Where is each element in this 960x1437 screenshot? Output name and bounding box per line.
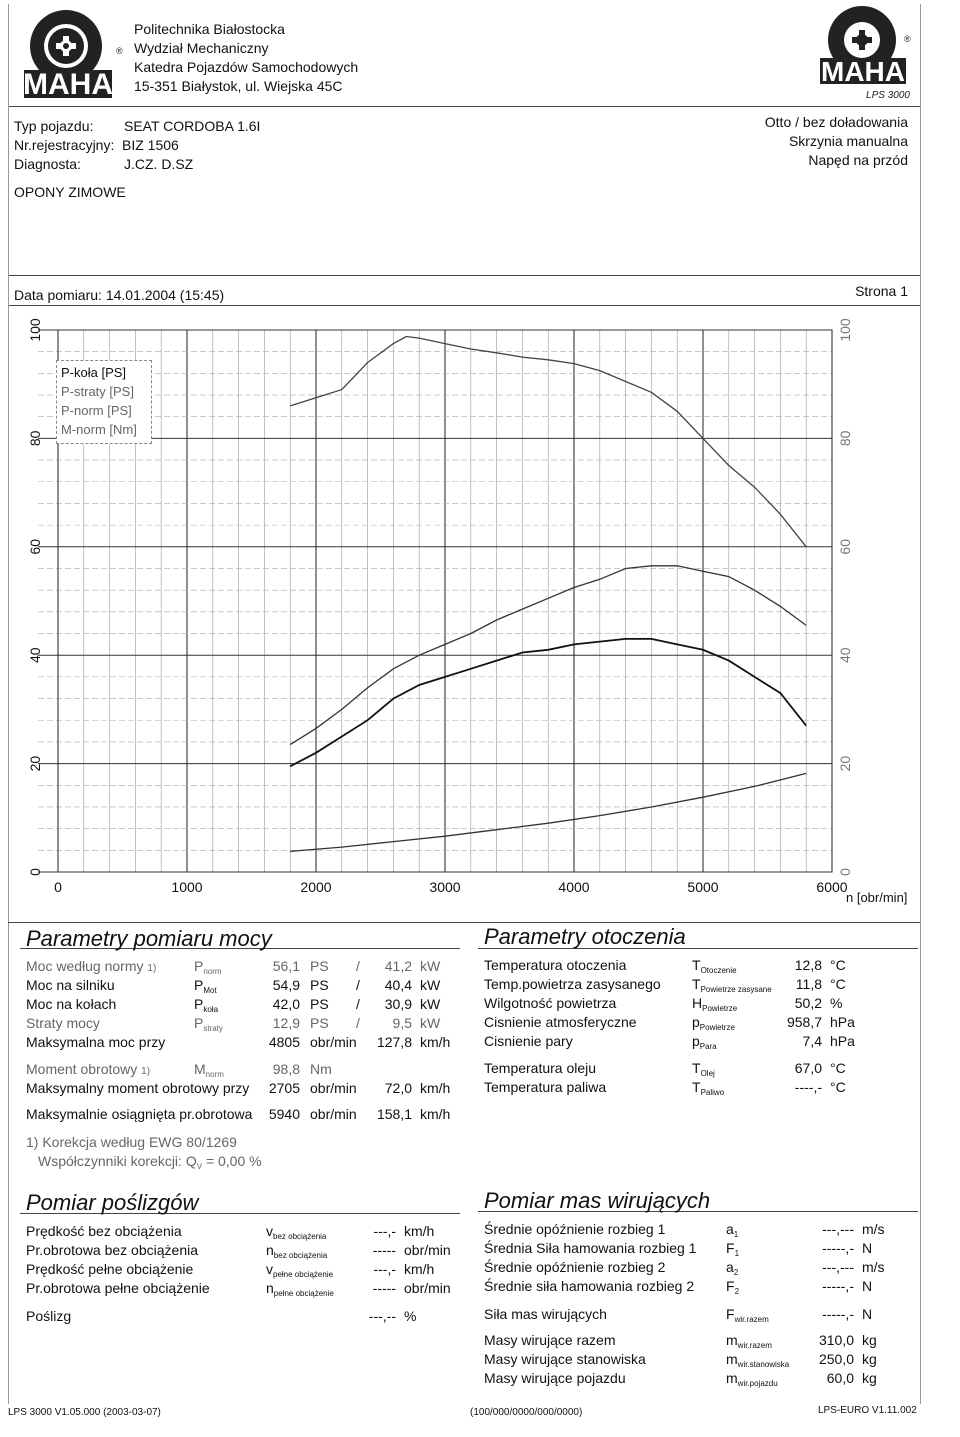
y-tick-label-right: 100	[837, 318, 853, 342]
slip-row-label: Pr.obrotowa bez obciążenia	[26, 1242, 198, 1258]
x-tick-label: 6000	[816, 879, 848, 895]
power-row-kw-unit: kW	[420, 996, 441, 1012]
max-torque-speed: 72,0	[384, 1080, 412, 1096]
environment-row-symbol: $p_{Powietrze}$	[692, 1014, 735, 1032]
slip-row-label: Prędkość pełne obciążenie	[26, 1261, 194, 1277]
max-rpm-value: 5940	[268, 1106, 300, 1122]
environment-row-value: 11,8	[795, 976, 822, 992]
slip-value: ---,--	[368, 1308, 396, 1324]
svg-text:®: ®	[904, 34, 911, 44]
y-tick-label-left: 40	[27, 647, 43, 663]
y-tick-label-left: 80	[27, 430, 43, 447]
environment-row-value: ----,-	[794, 1079, 822, 1095]
mass-row-symbol: $m_{wir.pojazdu}$	[726, 1370, 778, 1388]
power-row-label: Straty mocy	[26, 1015, 100, 1031]
footnote-coefficients: Współczynniki korekcji: $Q_V = 0,00$ %	[38, 1153, 262, 1171]
mass-row-label: Średnia Siła hamowania rozbieg 1	[484, 1240, 697, 1256]
svg-text:MAHA: MAHA	[23, 68, 113, 101]
slip-label: Poślizg	[26, 1308, 72, 1324]
environment-row-symbol: $H_{Powietrze}$	[692, 995, 738, 1013]
max-rpm-speed: 158,1	[376, 1106, 412, 1122]
mass-row-unit: kg	[862, 1332, 877, 1348]
environment-row-symbol: $T_{Olej}$	[692, 1060, 715, 1078]
x-tick-label: 3000	[429, 879, 461, 895]
power-row-symbol: $P_{Mot}$	[194, 977, 217, 995]
power-section-title: Parametry pomiaru mocy	[26, 926, 272, 951]
environment-row-symbol: $p_{Para}$	[692, 1033, 717, 1051]
max-torque-rpm-unit: obr/min	[310, 1080, 357, 1096]
power-row-ps-unit: PS	[310, 996, 329, 1012]
page-number: Strona 1	[855, 283, 908, 299]
y-tick-label-right: 60	[837, 539, 853, 555]
environment-row-value: 67,0	[794, 1060, 822, 1076]
mass-row-unit: kg	[862, 1370, 877, 1386]
x-tick-label: 0	[54, 879, 62, 895]
power-row-label: Moc według normy 1)	[26, 958, 157, 974]
chart-legend	[56, 360, 152, 444]
environment-row-label: Cisnienie pary	[484, 1033, 573, 1049]
vehicle-note: OPONY ZIMOWE	[14, 184, 126, 200]
legend-item: P-koła [PS]	[61, 365, 127, 380]
slip-row-symbol: $v_{bez obciążenia}$	[266, 1223, 327, 1241]
power-row-separator: /	[356, 1015, 360, 1031]
environment-section-title: Parametry otoczenia	[484, 924, 686, 949]
mass-row-unit: N	[862, 1240, 873, 1256]
max-rpm-speed-unit: km/h	[420, 1106, 451, 1122]
y-tick-label-left: 20	[27, 755, 43, 772]
power-row-symbol: $P_{norm}$	[194, 958, 222, 976]
y-tick-label-right: 40	[837, 647, 853, 663]
max-power-speed-unit: km/h	[420, 1034, 451, 1050]
mass-row-label: Średnie opóźnienie rozbieg 1	[484, 1221, 666, 1237]
max-power-speed: 127,8	[376, 1034, 412, 1050]
power-row-separator: /	[356, 958, 360, 974]
torque-unit: Nm	[310, 1061, 332, 1077]
mass-row-value: 310,0	[818, 1332, 854, 1348]
measurement-date: Data pomiaru: 14.01.2004 (15:45)	[14, 287, 225, 303]
x-tick-label: 2000	[300, 879, 332, 895]
mass-row-label: Masy wirujące razem	[484, 1332, 616, 1348]
environment-row-unit: °C	[830, 976, 846, 992]
vehicle-reg-value: BIZ 1506	[122, 137, 179, 153]
mass-row-symbol: $m_{wir.stanowiska}$	[726, 1351, 790, 1369]
institution-line: Politechnika Białostocka	[134, 21, 285, 37]
mass-row-value: ---,---	[822, 1259, 854, 1275]
rotating-force-value: -----,-	[822, 1306, 854, 1322]
power-row-kw-unit: kW	[420, 1015, 441, 1031]
slip-row-symbol: $v_{pełne obciążenie}$	[266, 1261, 334, 1279]
slip-row-unit: obr/min	[404, 1242, 451, 1258]
max-rpm-label: Maksymalnie osiągnięta pr.obrotowa	[26, 1106, 253, 1122]
max-torque-speed-unit: km/h	[420, 1080, 451, 1096]
mass-section-title: Pomiar mas wirujących	[484, 1188, 711, 1213]
mass-row-label: Masy wirujące pojazdu	[484, 1370, 626, 1386]
power-row-ps-unit: PS	[310, 977, 329, 993]
power-row-kw: 40,4	[384, 977, 412, 993]
environment-row-unit: %	[830, 995, 843, 1011]
environment-row-unit: hPa	[830, 1014, 855, 1030]
mass-row-value: -----,-	[822, 1240, 854, 1256]
mass-row-symbol: $a_1$	[726, 1221, 739, 1239]
svg-text:MAHA: MAHA	[821, 56, 905, 87]
environment-row-value: 958,7	[786, 1014, 822, 1030]
environment-row-symbol: $T_{Paliwo}$	[692, 1079, 725, 1097]
environment-row-unit: °C	[830, 957, 846, 973]
footnote-correction: 1) Korekcja według EWG 80/1269	[26, 1134, 237, 1150]
mass-row-symbol: $m_{wir.razem}$	[726, 1332, 772, 1350]
power-row-symbol: $P_{koła}$	[194, 996, 219, 1014]
footer-center: (100/000/0000/000/0000)	[470, 1407, 583, 1418]
slip-section-title: Pomiar poślizgów	[26, 1190, 199, 1215]
y-tick-label-left: 100	[27, 318, 43, 342]
power-row-separator: /	[356, 977, 360, 993]
environment-row-unit: °C	[830, 1060, 846, 1076]
environment-row-label: Temperatura oleju	[484, 1060, 597, 1076]
power-row-kw-unit: kW	[420, 958, 441, 974]
max-torque-label: Maksymalny moment obrotowy przy	[26, 1080, 250, 1096]
torque-symbol: $M_{norm}$	[194, 1061, 224, 1079]
y-tick-label-right: 0	[837, 868, 853, 876]
gearbox-type: Skrzynia manualna	[788, 133, 908, 149]
mass-row-value: ---,---	[822, 1221, 854, 1237]
x-tick-label: 1000	[171, 879, 203, 895]
power-row-separator: /	[356, 996, 360, 1012]
svg-text:LPS 3000: LPS 3000	[866, 90, 910, 101]
power-row-kw: 30,9	[384, 996, 412, 1012]
slip-row-unit: obr/min	[404, 1280, 451, 1296]
institution-line: 15-351 Białystok, ul. Wiejska 45C	[134, 78, 343, 94]
institution-line: Katedra Pojazdów Samochodowych	[134, 59, 359, 75]
y-tick-label-left: 0	[27, 868, 43, 876]
power-row-ps: 42,0	[272, 996, 300, 1012]
mass-row-unit: kg	[862, 1351, 877, 1367]
environment-row-label: Wilgotność powietrza	[484, 995, 617, 1011]
x-tick-label: 5000	[687, 879, 719, 895]
slip-row-label: Prędkość bez obciążenia	[26, 1223, 182, 1239]
legend-item: P-norm [PS]	[61, 403, 132, 418]
max-power-label: Maksymalna moc przy	[26, 1034, 166, 1050]
engine-type: Otto / bez doładowania	[764, 114, 908, 130]
footer-right: LPS-EURO V1.11.002	[818, 1405, 917, 1416]
chart-bottom-divider	[8, 922, 920, 923]
mass-row-unit: N	[862, 1278, 873, 1294]
y-tick-label-right: 20	[837, 755, 853, 772]
power-row-label: Moc na silniku	[26, 977, 115, 993]
slip-row-value: -----	[372, 1280, 396, 1296]
environment-row-value: 50,2	[794, 995, 822, 1011]
environment-row-unit: hPa	[830, 1033, 855, 1049]
max-rpm-unit: obr/min	[310, 1106, 357, 1122]
y-tick-label-right: 80	[837, 430, 853, 447]
mass-row-unit: m/s	[862, 1221, 885, 1237]
mass-row-label: Średnie siła hamowania rozbieg 2	[484, 1278, 695, 1294]
slip-row-label: Pr.obrotowa pełne obciążenie	[26, 1280, 210, 1296]
x-tick-label: 4000	[558, 879, 590, 895]
environment-row-label: Cisnienie atmosferyczne	[484, 1014, 637, 1030]
mass-row-label: Masy wirujące stanowiska	[484, 1351, 646, 1367]
environment-row-label: Temperatura paliwa	[484, 1079, 607, 1095]
environment-row-value: 12,8	[794, 957, 822, 973]
mass-row-unit: m/s	[862, 1259, 885, 1275]
vehicle-type-value: SEAT CORDOBA 1.6I	[124, 118, 261, 134]
slip-row-value: ---,-	[373, 1261, 396, 1277]
rotating-force-symbol: $F_{wir.razem}$	[726, 1306, 769, 1324]
svg-text:®: ®	[116, 46, 123, 56]
institution-line: Wydział Mechaniczny	[134, 40, 269, 56]
slip-row-symbol: $n_{bez obciążenia}$	[266, 1242, 328, 1260]
rotating-force-label: Siła mas wirujących	[484, 1306, 607, 1322]
environment-row-value: 7,4	[802, 1033, 822, 1049]
slip-row-value: ---,-	[373, 1223, 396, 1239]
mass-row-symbol: $F_2$	[726, 1278, 740, 1296]
power-row-ps-unit: PS	[310, 1015, 329, 1031]
slip-unit: %	[404, 1308, 417, 1324]
rotating-force-unit: N	[862, 1306, 873, 1322]
y-tick-label-left: 60	[27, 539, 43, 555]
environment-row-label: Temperatura otoczenia	[484, 957, 627, 973]
torque-label: Moment obrotowy 1)	[26, 1061, 151, 1077]
environment-row-symbol: $T_{Powietrze zasysane}$	[692, 976, 772, 994]
power-row-ps: 56,1	[272, 958, 300, 974]
power-row-symbol: $P_{straty}$	[194, 1015, 223, 1033]
legend-item: P-straty [PS]	[61, 384, 134, 399]
mass-row-value: -----,-	[822, 1278, 854, 1294]
slip-row-value: -----	[372, 1242, 396, 1258]
environment-row-unit: °C	[830, 1079, 846, 1095]
power-row-kw: 9,5	[392, 1015, 412, 1031]
vehicle-type-label: Typ pojazdu:	[14, 118, 94, 134]
footer-left: LPS 3000 V1.05.000 (2003-03-07)	[8, 1407, 161, 1418]
max-power-rpm: 4805	[268, 1034, 300, 1050]
diagnostician-value: J.CZ. D.SZ	[124, 156, 194, 172]
torque-value: 98,8	[272, 1061, 300, 1077]
power-row-ps: 54,9	[272, 977, 300, 993]
max-power-rpm-unit: obr/min	[310, 1034, 357, 1050]
environment-row-label: Temp.powietrza zasysanego	[484, 976, 661, 992]
power-row-ps: 12,9	[272, 1015, 300, 1031]
mass-row-symbol: $a_2$	[726, 1259, 739, 1277]
power-row-label: Moc na kołach	[26, 996, 117, 1012]
legend-item: M-norm [Nm]	[61, 422, 137, 437]
slip-row-unit: km/h	[404, 1223, 435, 1239]
power-row-kw-unit: kW	[420, 977, 441, 993]
slip-row-symbol: $n_{pełne obciążenie}$	[266, 1280, 334, 1298]
mass-row-symbol: $F_1$	[726, 1240, 740, 1258]
diagnostician-label: Diagnosta:	[14, 156, 81, 172]
vehicle-reg-label: Nr.rejestracyjny:	[14, 137, 115, 153]
mass-row-label: Średnie opóźnienie rozbieg 2	[484, 1259, 666, 1275]
slip-row-unit: km/h	[404, 1261, 435, 1277]
max-torque-rpm: 2705	[268, 1080, 300, 1096]
power-row-kw: 41,2	[384, 958, 412, 974]
drive-type: Napęd na przód	[808, 152, 908, 168]
power-row-ps-unit: PS	[310, 958, 329, 974]
x-axis-label: n [obr/min]	[846, 890, 908, 905]
mass-row-value: 250,0	[818, 1351, 854, 1367]
environment-row-symbol: $T_{Otoczenie}$	[692, 957, 737, 975]
mass-row-value: 60,0	[826, 1370, 854, 1386]
